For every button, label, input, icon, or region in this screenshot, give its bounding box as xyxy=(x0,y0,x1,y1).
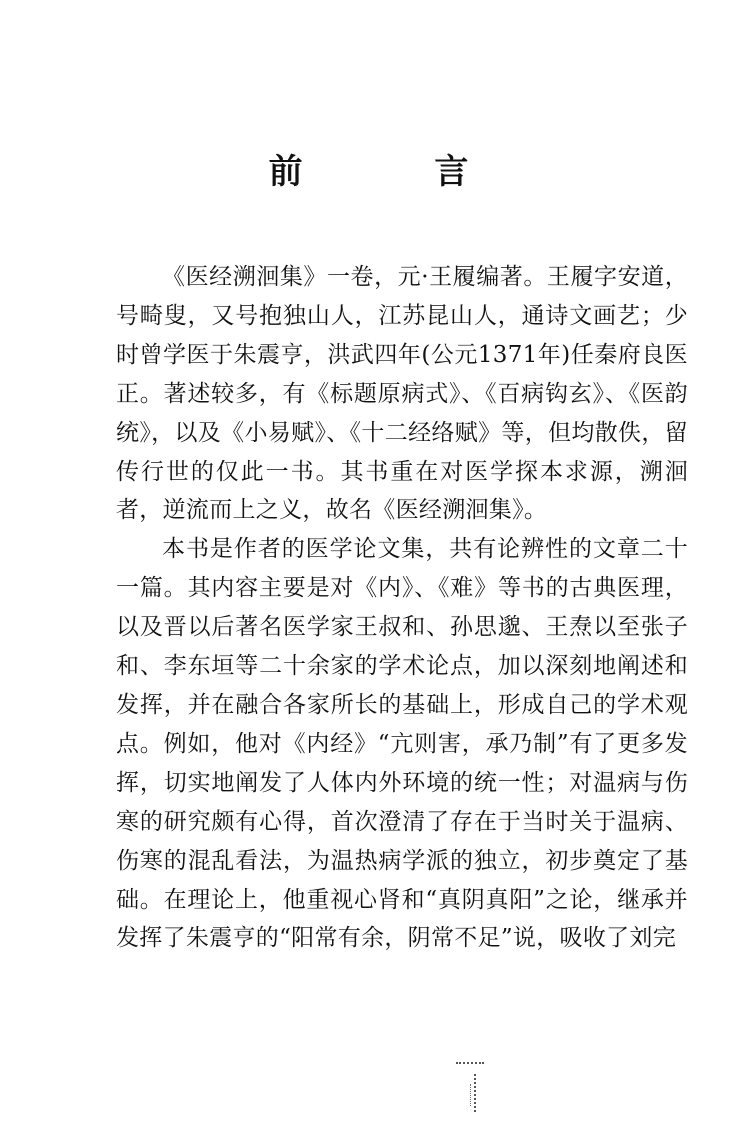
page-mark-line xyxy=(474,1074,476,1112)
preface-body xyxy=(116,258,688,958)
page-mark-line-secondary xyxy=(470,1084,471,1106)
page-mark-dash xyxy=(456,1062,484,1068)
page-number-mark xyxy=(452,1062,492,1112)
paragraph-2: 本书是作者的医学论文集，共有论辨性的文章二十一篇。其内容主要是对《内》、《难》等书的古典医理，以及晋以后著名医学家王叔和、孙思邈、王焘以至张子和、李东垣等二十余家的学术论点，加以深刻地阐述和发挥，并在融合各家所长的基础上，形成自己的学术观点。例如，他对《内经》“亢则害，承乃制”有了更多发挥，切实地阐发了人体内外环境的统一性；对温病与伤寒的研究颇有心得，首次澄清了存在于当时关于温病、伤寒的混乱看法，为温热病学派的独立，初步奠定了基础。在理论上，他重视心肾和“真阴真阳”之论，继承并发挥了朱震亨的“阳常有余，阴常不足”说，吸收了刘完 xyxy=(116,536,688,952)
paragraph-1: 《医经溯洄集》一卷，元·王履编著。王履字安道，号畸叟，又号抱独山人，江苏昆山人，通诗文画艺；少时曾学医于朱震亨，洪武四年(公元1371年)任秦府良医正。著述较多，有《标题原病式》、《百病钩玄》、《医韵统》，以及《小易赋》、《十二经络赋》等，但均散佚，留传行世的仅此一书。其书重在对医学探本求源，溯洄者，逆流而上之义，故名《医经溯洄集》。 xyxy=(116,264,688,524)
page-title: 前 言 xyxy=(268,152,529,192)
